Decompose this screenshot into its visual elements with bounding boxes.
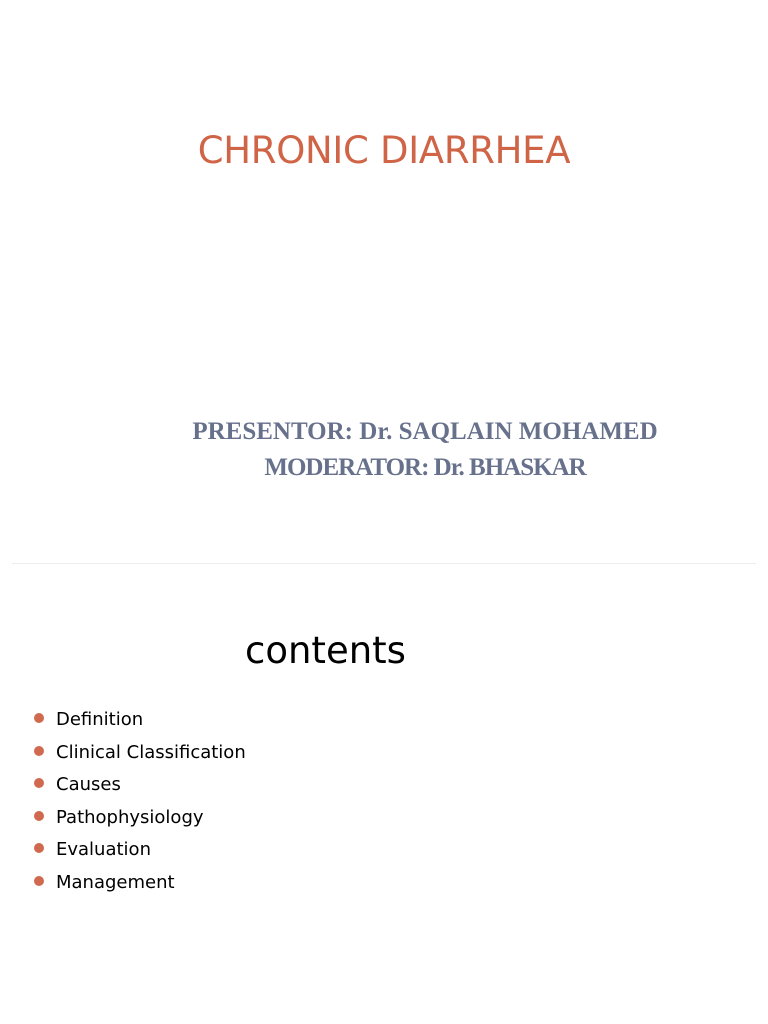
bullet-dot-icon — [34, 876, 44, 886]
bullet-dot-icon — [34, 843, 44, 853]
bullet-dot-icon — [34, 713, 44, 723]
list-item-label: Causes — [56, 774, 121, 796]
list-item — [32, 704, 246, 737]
bullet-dot-icon — [34, 746, 44, 756]
bullet-dot-icon — [34, 811, 44, 821]
list-item-label: Evaluation — [56, 839, 151, 861]
list-item — [32, 769, 246, 802]
slide-title: CHRONIC DIARRHEA — [197, 129, 571, 172]
list-item-label: Management — [56, 871, 175, 893]
list-item — [32, 737, 246, 770]
bullet-dot-icon — [34, 778, 44, 788]
contents-list — [32, 704, 246, 900]
contents-heading: contents — [245, 629, 406, 672]
list-item — [32, 867, 246, 900]
presenter-line: PRESENTOR: Dr. SAQLAIN MOHAMED — [192, 418, 658, 445]
moderator-line: MODERATOR: Dr. BHASKAR — [264, 454, 586, 481]
list-item-label: Clinical Classification — [56, 741, 246, 763]
list-item-label: Definition — [56, 709, 144, 730]
list-item — [32, 802, 246, 835]
list-item-label: Pathophysiology — [56, 806, 204, 828]
list-item — [32, 834, 246, 867]
